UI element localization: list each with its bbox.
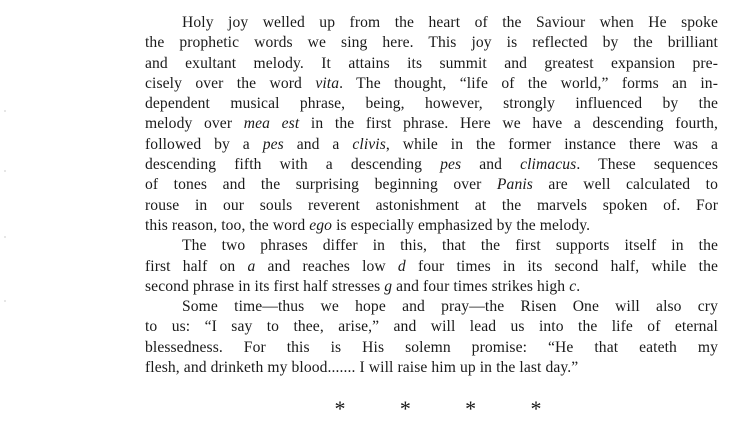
text-line: second phrase in its first half stresses g and four times strikes high c. (145, 277, 581, 295)
margin-speck (4, 170, 6, 172)
text-line: of tones and the surprising beginning over Panis are well calculated to (145, 176, 718, 194)
paragraph-3 (145, 297, 718, 378)
text-line: this reason, too, the word ego is especially emphasized by the melody. (145, 216, 591, 234)
text-line: dependent musical phrase, being, however, strongly influenced by the (145, 95, 718, 113)
text-line: melody over mea est in the first phrase. Here we have a descending fourth, (145, 115, 719, 133)
asterisk: * (530, 396, 542, 421)
text-line: to us: “I say to thee, arise,” and will lead us into the life of eternal (145, 318, 718, 336)
text-line: Holy joy welled up from the heart of the Saviour when He spoke (182, 14, 718, 31)
paragraph-1 (145, 13, 718, 236)
text-line: blessedness. For this is His solemn promise: “He that eateth my (145, 338, 718, 356)
text-line: the prophetic words we sing here. This joy is reflected by the brilliant (145, 34, 718, 52)
text-line: Some time—thus we hope and pray—the Risen One will also cry (182, 298, 718, 316)
text-line: and exultant melody. It attains its summit and greatest expansion pre- (145, 54, 718, 72)
text-line: The two phrases differ in this, that the first supports itself in the (182, 237, 718, 255)
asterisk: * (334, 396, 346, 421)
section-separator (333, 398, 543, 420)
margin-speck (4, 110, 6, 112)
text-line: rouse in our souls reverent astonishment at the marvels spoken of. For (145, 196, 718, 214)
margin-speck (4, 300, 6, 302)
paragraph-2 (145, 236, 718, 297)
text-line: followed by a pes and a clivis, while in the former instance there was a (145, 135, 718, 153)
page-body (145, 13, 718, 378)
asterisk: * (465, 396, 477, 421)
text-line: cisely over the word vita. The thought, “life of the world,” forms an in- (145, 74, 718, 92)
text-line: flesh, and drinketh my blood....... I will raise him up in the last day.” (145, 359, 579, 377)
asterisk: * (399, 396, 411, 421)
text-line: descending fifth with a descending pes and climacus. These sequences (145, 156, 718, 174)
text-line: first half on a and reaches low d four times in its second half, while the (145, 257, 718, 275)
margin-speck (4, 236, 6, 238)
